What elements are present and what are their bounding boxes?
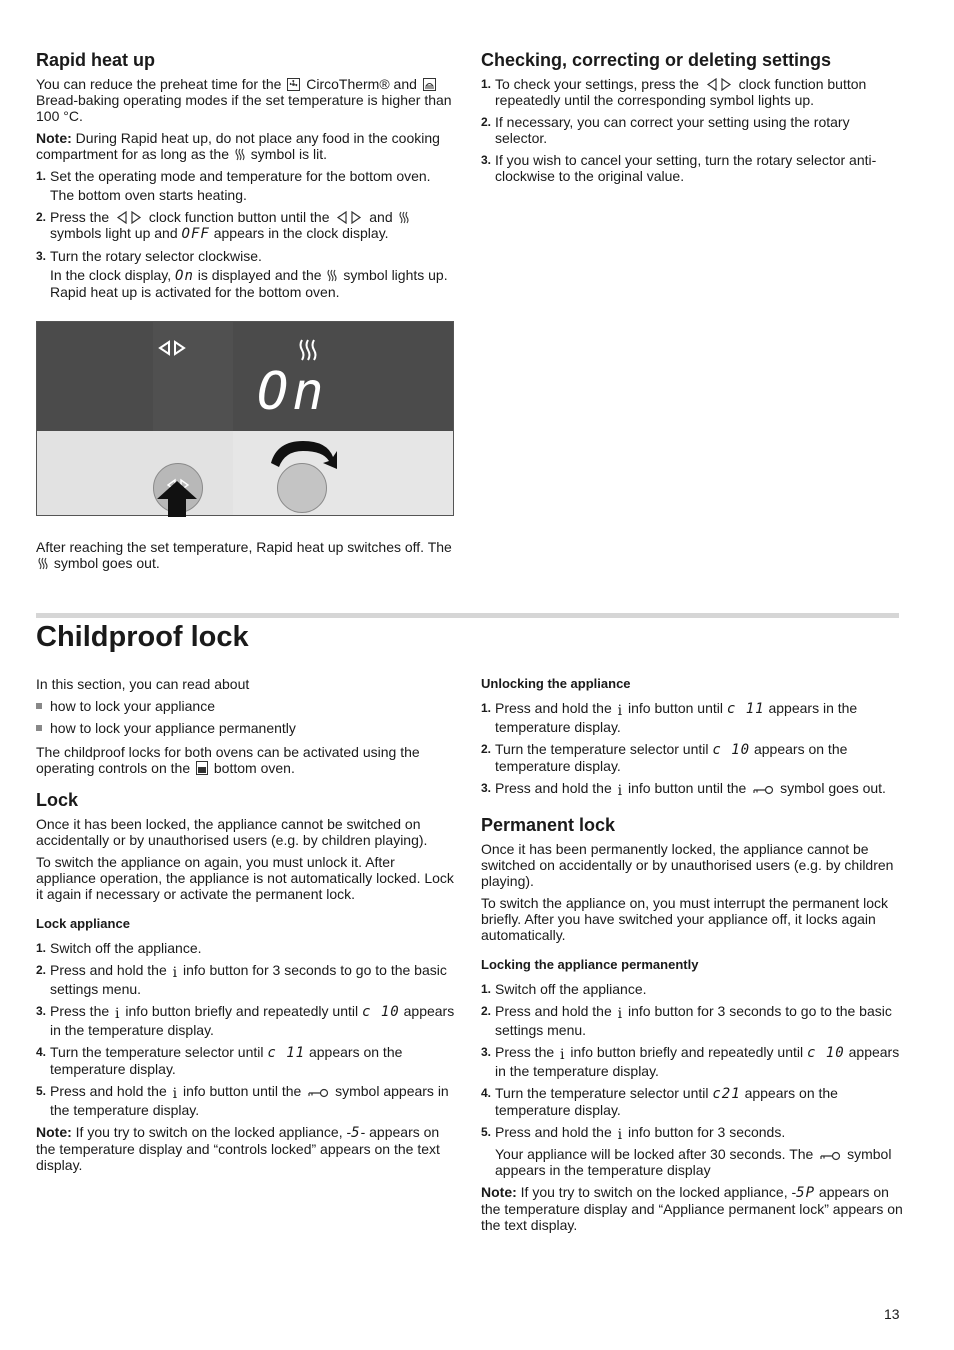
circotherm-icon (287, 78, 300, 91)
press-arrow-icon (155, 481, 199, 517)
rapid-heat-icon (298, 338, 318, 362)
list-item: 4. Turn the temperature selector until c 11 appears on the temperature display. (36, 1044, 403, 1077)
clock-function-icon (157, 340, 187, 356)
temperature-display-value: c 11 (267, 1045, 306, 1061)
list-item: 1. Switch off the appliance. (36, 940, 202, 956)
rapid-heat-after: After reaching the set temperature, Rapid heat up switches off. The symbol goes out. (36, 539, 452, 571)
list-item: 4. Turn the temperature selector until c21 appears on the temperature display. (481, 1085, 838, 1118)
unlock-steps (481, 700, 903, 799)
list-item: 1. To check your settings, press the clock function button repeatedly until the corresponding symbol lights up. (481, 76, 867, 108)
list-item: 2. If necessary, you can correct your setting using the rotary selector. (481, 114, 850, 146)
list-item: 2. Turn the temperature selector until c 10 appears on the temperature display. (481, 741, 848, 774)
lock-subheading: Lock appliance (36, 916, 130, 931)
list-item: 3. Turn the rotary selector clockwise. In the clock display, On is displayed and the symbol lights up. Rapid heat up is activated for the bottom oven. (36, 248, 448, 300)
list-item: 3. If you wish to cancel your setting, turn the rotary selector anti-clockwise to the original value. (481, 152, 877, 184)
rapid-heat-icon (327, 269, 337, 282)
info-icon: i (617, 703, 623, 719)
permanent-steps (481, 981, 903, 1178)
list-item: 1. Press and hold the i info button until c 11 appears in the temperature display. (481, 700, 858, 735)
clock-function-icon (705, 78, 733, 91)
unlock-subheading: Unlocking the appliance (481, 676, 631, 691)
childproof-right (481, 676, 903, 1239)
checking-section (481, 50, 903, 190)
info-icon: i (560, 1047, 565, 1063)
childproof-intro: In this section, you can read about (36, 676, 250, 692)
childproof-para: The childproof locks for both ovens can be activated using the operating controls on the bottom oven. (36, 744, 420, 776)
lock-note: Note: If you try to switch on the locked appliance, -5- appears on the temperature display and “controls locked” appears on the text display. (36, 1124, 440, 1173)
list-item: 1. Set the operating mode and temperature for the bottom oven. The bottom oven starts heating. (36, 168, 431, 203)
list-item: 2. Press the clock function button until the and symbols light up and OFF appears in the clock display. (36, 209, 456, 242)
temperature-display-value: c 11 (726, 701, 765, 717)
section-divider (36, 613, 899, 618)
clock-display-value: On (175, 268, 194, 284)
info-icon: i (617, 783, 623, 799)
clock-display-value: OFF (181, 226, 210, 242)
permanent-p2: To switch the appliance on, you must interrupt the permanent lock briefly. After you have switched your appliance off, it locks again automatically. (481, 895, 888, 943)
bottom-oven-icon (196, 761, 208, 775)
temperature-display-value: c 10 (807, 1045, 845, 1061)
rapid-heat-icon (235, 148, 245, 161)
rapid-heat-heading: Rapid heat up (36, 50, 156, 70)
list-item: 5. Press and hold the i info button until the symbol appears in the temperature display. (36, 1083, 449, 1118)
info-icon: i (617, 1006, 623, 1022)
permanent-subheading: Locking the appliance permanently (481, 957, 699, 972)
checking-heading: Checking, correcting or deleting settings (481, 50, 832, 70)
key-icon (752, 785, 774, 795)
childproof-left (36, 676, 458, 1179)
list-item: how to lock your appliance (36, 698, 458, 714)
lock-p1: Once it has been locked, the appliance cannot be switched on accidentally or by unauthorised users (e.g. by children playing). (36, 816, 428, 848)
rapid-heat-section (36, 50, 456, 306)
rapid-heat-steps (36, 168, 456, 300)
info-icon: i (617, 1127, 623, 1143)
permanent-heading: Permanent lock (481, 815, 616, 835)
rapid-heat-note: Note: During Rapid heat up, do not place any food in the cooking compartment for as long as the symbol is lit. (36, 130, 440, 162)
key-icon (819, 1151, 841, 1161)
permanent-note: Note: If you try to switch on the locked appliance, -5P appears on the temperature display and “Appliance permanent lock” appears on the text display. (481, 1184, 903, 1233)
childproof-topics (36, 698, 458, 736)
list-item: 3. Press and hold the i info button until the symbol goes out. (481, 780, 886, 799)
list-item: 1. Switch off the appliance. (481, 981, 647, 997)
key-icon (307, 1088, 329, 1098)
info-icon: i (172, 965, 178, 981)
temperature-display-value: c 10 (712, 742, 751, 758)
control-panel-illustration (36, 321, 454, 516)
info-icon: i (172, 1086, 178, 1102)
page-number: 13 (884, 1306, 900, 1322)
temperature-display-value: c21 (712, 1086, 741, 1102)
clockwise-arrow-icon (267, 437, 339, 473)
lock-heading: Lock (36, 790, 79, 810)
list-item: 2. Press and hold the i info button for 3 seconds to go to the basic settings menu. (36, 962, 447, 997)
rapid-heat-icon (38, 557, 48, 570)
list-item: 3. Press the i info button briefly and repeatedly until c 10 appears in the temperature display. (481, 1044, 900, 1079)
temperature-display-value: c 10 (362, 1004, 400, 1020)
list-item: 3. Press the i info button briefly and repeatedly until c 10 appears in the temperature display. (36, 1003, 455, 1038)
checking-steps (481, 76, 903, 184)
list-item: how to lock your appliance permanently (36, 720, 458, 736)
list-item: 2. Press and hold the i info button for 3 seconds to go to the basic settings menu. (481, 1003, 892, 1038)
figure-clock-display: On (257, 362, 328, 422)
clock-function-icon (115, 211, 143, 224)
clock-function-icon (335, 211, 363, 224)
childproof-title: Childproof lock (36, 621, 249, 653)
lock-p2: To switch the appliance on again, you must unlock it. After appliance operation, the appliance is not automatically locked. Lock it again if necessary or activate the permanent lock. (36, 854, 454, 902)
rapid-heat-icon (399, 211, 409, 224)
lock-steps (36, 940, 458, 1118)
rapid-heat-intro: You can reduce the preheat time for the CircoTherm® and Bread-baking operating modes if the set temperature is higher than 100 °C. (36, 76, 452, 124)
list-item: 5. Press and hold the i info button for 3 seconds. Your appliance will be locked after 30 seconds. The symbol appears in the temperature display (481, 1124, 892, 1178)
info-icon: i (115, 1006, 120, 1022)
permanent-p1: Once it has been permanently locked, the appliance cannot be switched on accidentally or by unauthorised users (e.g. by children playing). (481, 841, 894, 889)
bread-baking-icon (423, 78, 436, 91)
